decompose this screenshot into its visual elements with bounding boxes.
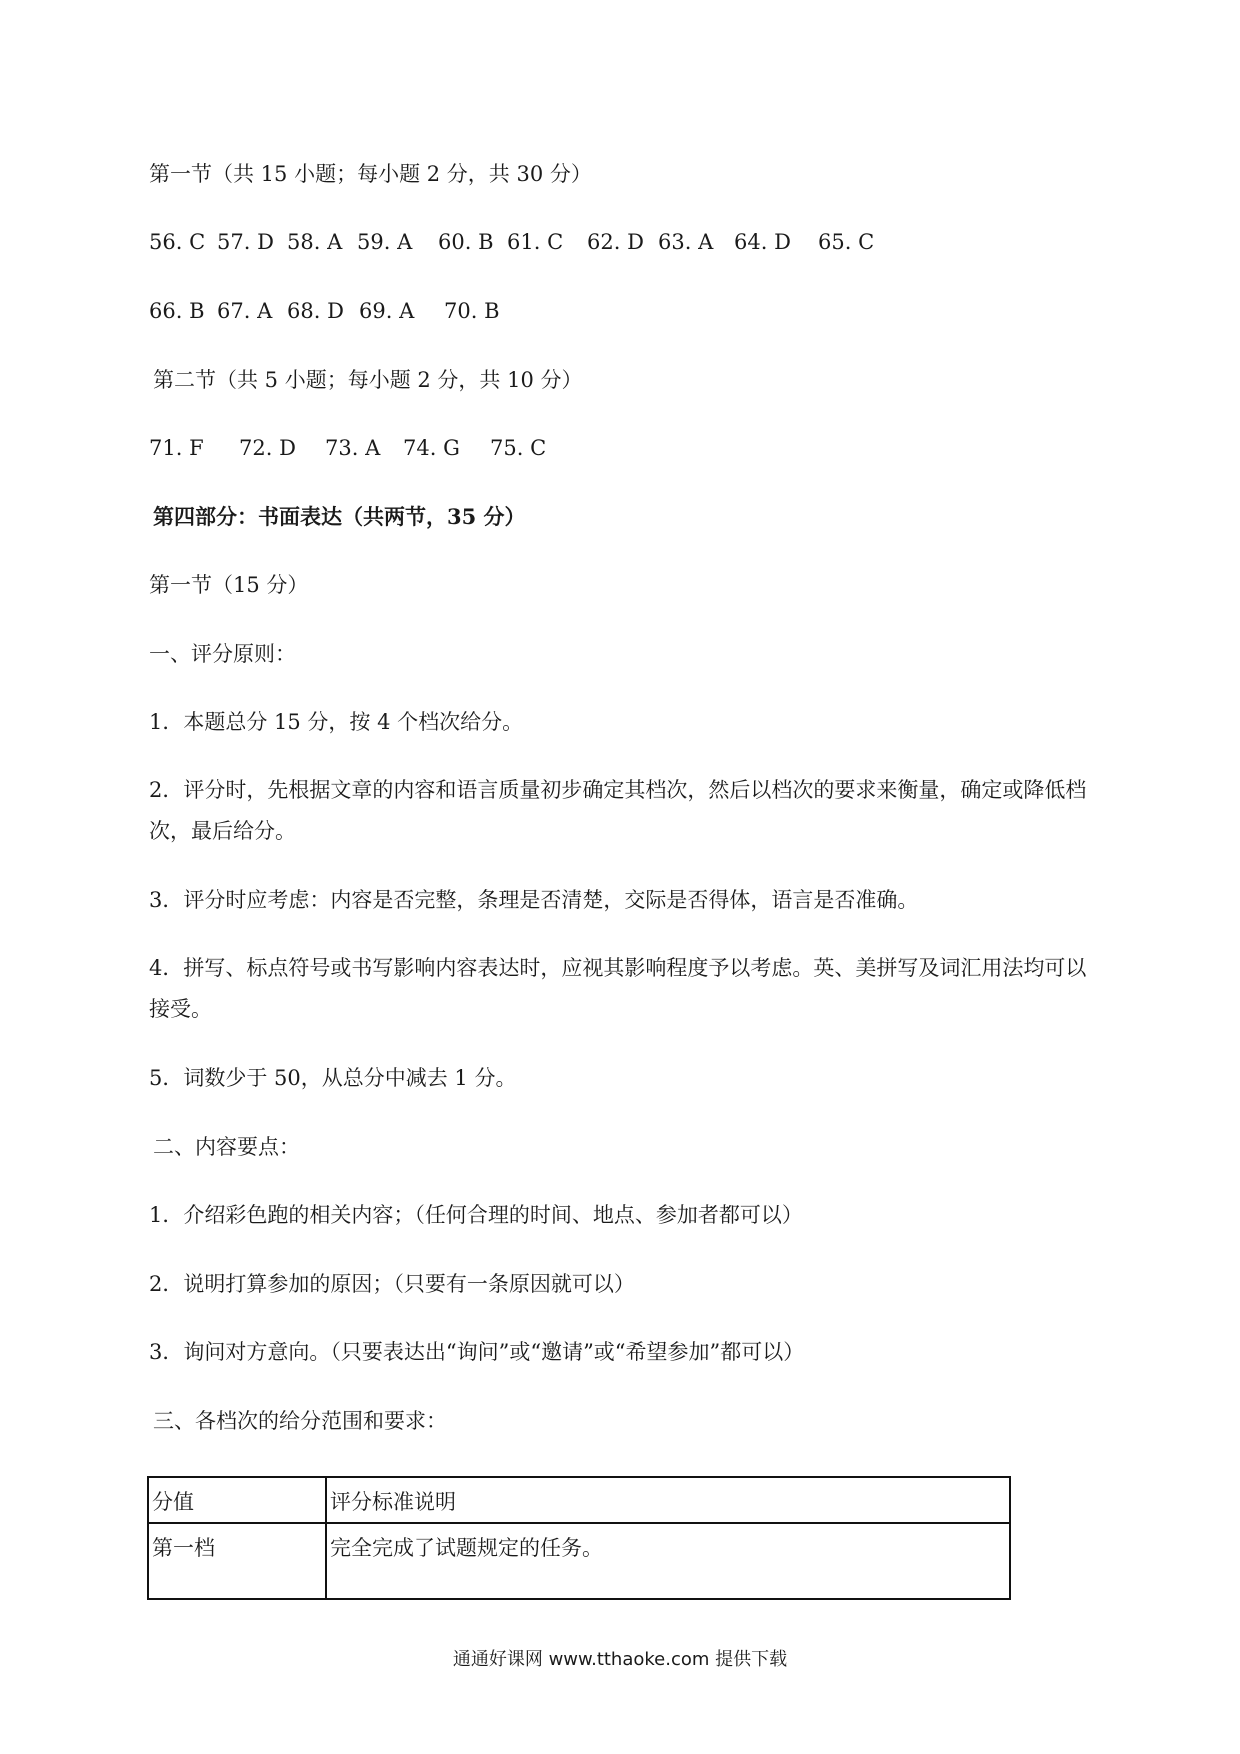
content-heading: 二、内容要点： bbox=[153, 1135, 300, 1159]
answer-74: 74. G bbox=[403, 436, 460, 460]
page-footer: 通通好课网 www.tthaoke.com 提供下载 bbox=[452, 1649, 788, 1670]
answer-64: 64. D bbox=[734, 230, 791, 254]
table-cell-criteria: 完全完成了试题规定的任务。 bbox=[326, 1523, 1010, 1599]
answer-69: 69. A bbox=[359, 299, 415, 323]
section2-title: 第二节（共 5 小题；每小题 2 分，共 10 分） bbox=[153, 368, 583, 392]
answer-73: 73. A bbox=[325, 436, 381, 460]
content-point-2: 2．说明打算参加的原因；（只要有一条原因就可以） bbox=[149, 1272, 635, 1296]
answer-70: 70. B bbox=[444, 299, 500, 323]
answer-60: 60. B bbox=[438, 230, 494, 254]
answers-row-1 bbox=[149, 228, 874, 256]
principles-heading: 一、评分原则： bbox=[149, 642, 296, 666]
table-row bbox=[148, 1523, 1010, 1599]
principle-2: 2．评分时，先根据文章的内容和语言质量初步确定其档次，然后以档次的要求来衡量，确定或降低档次，最后给分。 bbox=[149, 778, 1087, 843]
table-header-criteria: 评分标准说明 bbox=[326, 1477, 1010, 1523]
answer-58: 58. A bbox=[287, 230, 343, 254]
principle-3: 3．评分时应考虑：内容是否完整，条理是否清楚，交际是否得体，语言是否准确。 bbox=[149, 888, 919, 912]
answers-row-3 bbox=[149, 434, 546, 462]
section1-title: 第一节（共 15 小题；每小题 2 分，共 30 分） bbox=[149, 162, 592, 186]
answer-72: 72. D bbox=[239, 436, 296, 460]
principle-1: 1．本题总分 15 分，按 4 个档次给分。 bbox=[149, 710, 524, 734]
answer-68: 68. D bbox=[287, 299, 344, 323]
table-cell-grade: 第一档 bbox=[148, 1523, 326, 1599]
answer-57: 57. D bbox=[217, 230, 274, 254]
answer-75: 75. C bbox=[490, 436, 547, 460]
answer-62: 62. D bbox=[587, 230, 644, 254]
answer-66: 66. B bbox=[149, 299, 205, 323]
answer-71: 71. F bbox=[149, 436, 204, 460]
answer-56: 56. C bbox=[149, 230, 206, 254]
answer-67: 67. A bbox=[217, 299, 273, 323]
grades-heading: 三、各档次的给分范围和要求： bbox=[153, 1409, 447, 1433]
answer-63: 63. A bbox=[658, 230, 714, 254]
grading-table bbox=[147, 1476, 1011, 1600]
principle-4: 4．拼写、标点符号或书写影响内容表达时，应视其影响程度予以考虑。英、美拼写及词汇用法均可以接受。 bbox=[149, 956, 1087, 1021]
content-point-1: 1．介绍彩色跑的相关内容；（任何合理的时间、地点、参加者都可以） bbox=[149, 1203, 803, 1227]
content-point-3: 3．询问对方意向。（只要表达出“询问”或“邀请”或“希望参加”都可以） bbox=[149, 1340, 805, 1364]
table-header-score: 分值 bbox=[148, 1477, 326, 1523]
part4-section1-title: 第一节（15 分） bbox=[149, 573, 309, 597]
principle-5: 5．词数少于 50，从总分中减去 1 分。 bbox=[149, 1066, 517, 1090]
answers-row-2 bbox=[149, 297, 500, 325]
table-header-row bbox=[148, 1477, 1010, 1523]
answer-61: 61. C bbox=[507, 230, 564, 254]
answer-65: 65. C bbox=[818, 230, 875, 254]
answer-59: 59. A bbox=[357, 230, 413, 254]
part4-title: 第四部分：书面表达（共两节，35 分） bbox=[153, 504, 526, 529]
